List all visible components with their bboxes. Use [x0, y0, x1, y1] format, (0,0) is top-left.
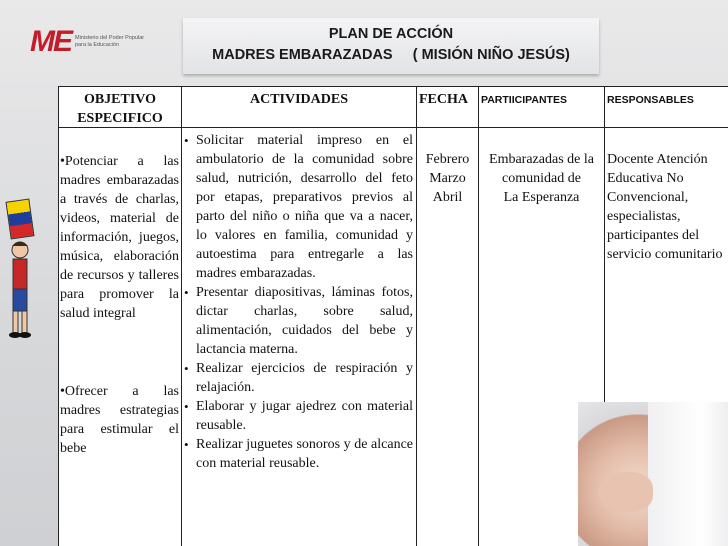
- actividades-list: [183, 131, 413, 473]
- fecha-febrero: Febrero: [425, 152, 470, 167]
- responsables-cell: Docente Atención Educativa No Convencional, especialistas, participantes del servicio comunitario: [607, 152, 723, 262]
- participantes-line: Embarazadas de la: [489, 152, 594, 167]
- header-actividades: ACTIVIDADES: [249, 92, 349, 107]
- actividad-item: • Elaborar y jugar ajedrez con material reusable.: [183, 397, 413, 435]
- fecha-marzo: Marzo: [429, 171, 466, 186]
- fecha-abril: Abril: [432, 190, 463, 205]
- participantes-line: comunidad de: [502, 171, 581, 186]
- logo-mark: ME: [30, 25, 71, 58]
- participantes-line: La Esperanza: [503, 190, 580, 205]
- actividad-item: • Realizar juguetes sonoros y de alcance con material reusable.: [183, 435, 413, 473]
- header-fecha: FECHA: [419, 92, 468, 107]
- participantes-cell: [479, 150, 604, 207]
- header-objetivo: OBJETIVO ESPECIFICO: [77, 92, 163, 126]
- flag-decoration: [5, 199, 34, 240]
- objetivo-2: •Ofrecer a las madres estrategias para estimular el bebe: [60, 384, 179, 456]
- title-box: [183, 18, 599, 74]
- child-figure-icon: [6, 240, 34, 340]
- actividad-item: • Presentar diapositivas, láminas fotos, dictar charlas, sobre salud, alimentación, cuidados del bebe y lactancia materna.: [183, 283, 413, 359]
- actividad-item: • Realizar ejercicios de respiración y relajación.: [183, 359, 413, 397]
- photo-shirt: [648, 402, 728, 546]
- actividad-item: • Solicitar material impreso en el ambulatorio de la comunidad sobre salud, nutrición, desarrollo del feto por etapas, preparativos previos al parto del niño o niña que va a nacer, lo valores en familia, comunidad y autoestima para entregarle a las madres embarazadas.: [183, 131, 413, 283]
- header-participantes: PARTIICIPANTES: [481, 94, 567, 106]
- logo-text: Ministerio del Poder Popular para la Educación: [75, 35, 145, 48]
- pregnant-woman-photo: [578, 402, 728, 546]
- photo-hand: [598, 472, 653, 512]
- fecha-list: [417, 150, 478, 207]
- page-subtitle: MADRES EMBARAZADAS ( MISIÓN NIÑO JESÚS): [212, 47, 570, 63]
- ministry-logo: [30, 22, 160, 62]
- page-title: PLAN DE ACCIÓN: [328, 26, 454, 42]
- objetivo-1: •Potenciar a las madres embarazadas a través de charlas, videos, material de información, juegos, música, elaboración de recursos y talleres para promover la salud integral: [60, 154, 179, 321]
- header-responsables: RESPONSABLES: [607, 94, 694, 106]
